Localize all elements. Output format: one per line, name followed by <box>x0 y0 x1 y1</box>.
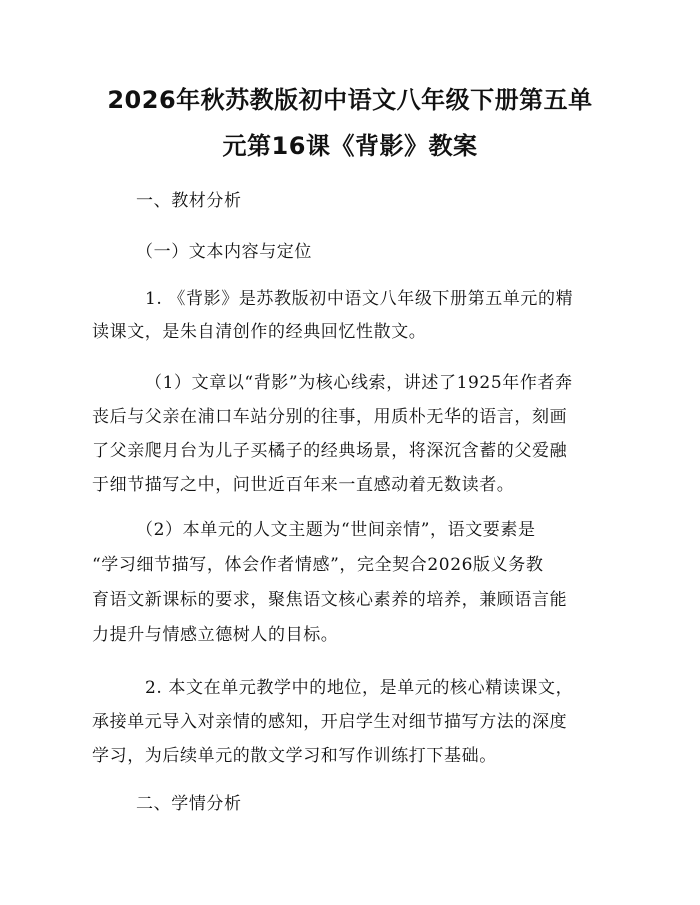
section-heading-student-analysis: 二、学情分析 <box>136 794 242 814</box>
document-title-line-2: 元第16课《背影》教案 <box>222 132 478 160</box>
paragraph-item-1-line-1: 1. 《背影》是苏教版初中语文八年级下册第五单元的精 <box>145 289 574 309</box>
paragraph-item-1-1-line-2: 丧后与父亲在浦口车站分别的往事，用质朴无华的语言，刻画 <box>92 407 568 427</box>
paragraph-item-1-2-line-1: （2）本单元的人文主题为“世间亲情”，语文要素是 <box>136 520 536 540</box>
paragraph-item-1-1-line-3: 了父亲爬月台为儿子买橘子的经典场景，将深沉含蓄的父爱融 <box>92 441 568 461</box>
section-heading-textbook-analysis: 一、教材分析 <box>136 191 242 211</box>
paragraph-item-1-1-line-1: （1）文章以“背影”为核心线索，讲述了1925年作者奔 <box>145 373 573 393</box>
paragraph-item-2-line-3: 学习，为后续单元的散文学习和写作训练打下基础。 <box>92 746 497 766</box>
subsection-heading-content-positioning: （一）文本内容与定位 <box>136 242 312 262</box>
paragraph-item-2-line-1: 2. 本文在单元教学中的地位，是单元的核心精读课文， <box>145 678 574 698</box>
document-title-line-1: 2026年秋苏教版初中语文八年级下册第五单 <box>107 86 593 114</box>
paragraph-item-1-1-line-4: 于细节描写之中，问世近百年来一直感动着无数读者。 <box>92 475 515 495</box>
paragraph-item-1-line-2: 读课文，是朱自清创作的经典回忆性散文。 <box>92 322 427 342</box>
paragraph-item-1-2-line-3: 育语文新课标的要求，聚焦语文核心素养的培养，兼顾语言能 <box>92 590 568 610</box>
paragraph-item-1-2-line-4: 力提升与情感立德树人的目标。 <box>92 625 339 645</box>
paragraph-item-2-line-2: 承接单元导入对亲情的感知，开启学生对细节描写方法的深度 <box>92 712 568 732</box>
paragraph-item-1-2-line-2: “学习细节描写，体会作者情感”，完全契合2026版义务教 <box>92 555 544 575</box>
